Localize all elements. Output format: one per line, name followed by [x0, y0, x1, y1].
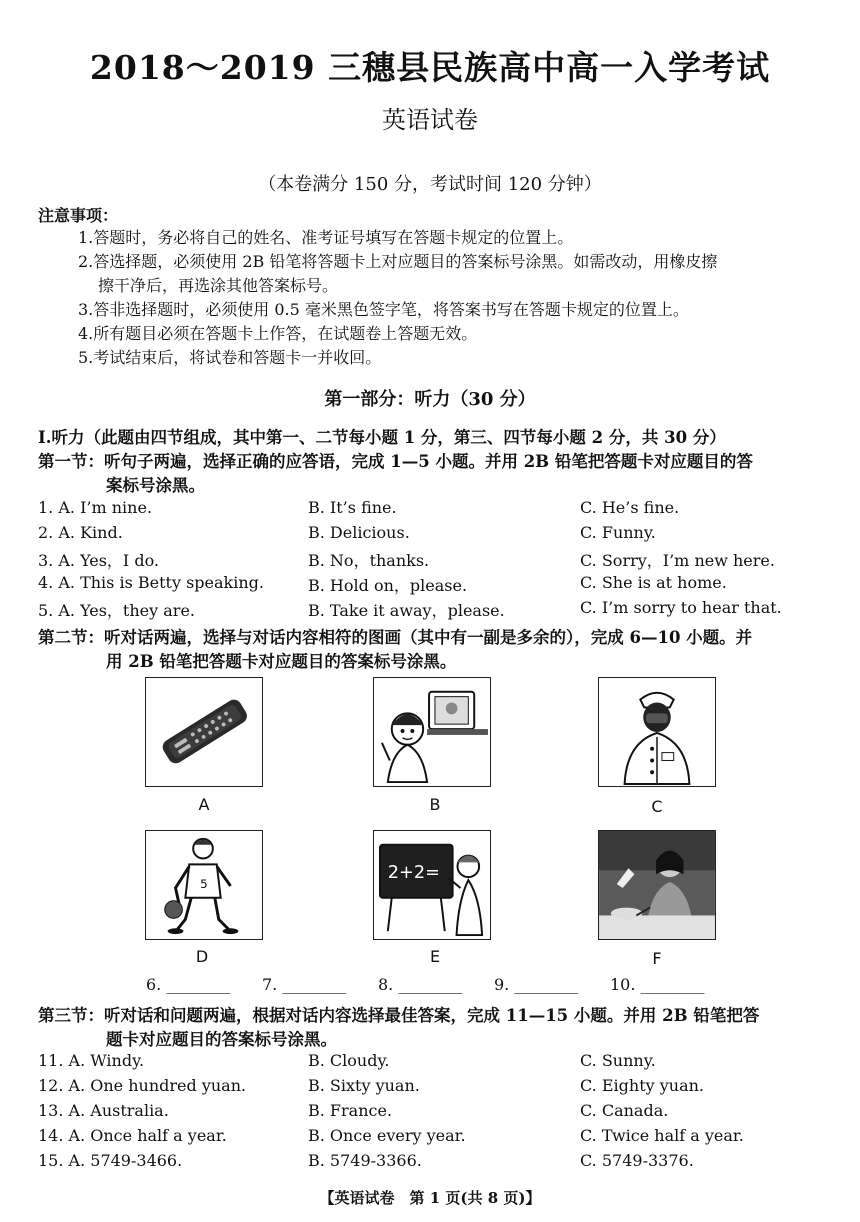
q5-option-a: 5. A. Yes，they are.	[38, 601, 196, 620]
q14-option-a: 14. A. Once half a year.	[38, 1126, 227, 1145]
svg-text:5: 5	[200, 876, 208, 891]
picture-a-remote-control	[145, 677, 263, 787]
q12-option-c: C. Eighty yuan.	[580, 1076, 705, 1095]
picture-d-basketball-player	[145, 830, 263, 940]
section-one-instruction-cont: 案标号涂黑。	[106, 476, 205, 495]
section-two-instruction-cont: 用 2B 铅笔把答题卡对应题目的答案标号涂黑。	[106, 652, 457, 671]
q3-option-b: B. No，thanks.	[308, 551, 430, 570]
section-one-instruction: 第一节：听句子两遍，选择正确的应答语，完成 1—5 小题。并用 2B 铅笔把答题卡对应题目的答	[38, 452, 753, 471]
blackboard-text: 2+2=	[387, 863, 440, 884]
exam-title: 2018～2019 三穗县民族高中高一入学考试	[89, 48, 771, 87]
picture-f-label: F	[652, 949, 662, 968]
picture-d-label: D	[195, 947, 209, 966]
q1-option-a: 1. A. I’m nine.	[38, 498, 153, 517]
q5-option-b: B. Take it away，please.	[308, 601, 505, 620]
q1-option-b: B. It’s fine.	[308, 498, 397, 517]
q11-option-c: C. Sunny.	[580, 1051, 656, 1070]
notice-item: 4.所有题目必须在答题卡上作答，在试题卷上答题无效。	[78, 324, 478, 343]
q3-option-c: C. Sorry，I’m new here.	[580, 551, 775, 570]
q2-option-b: B. Delicious.	[308, 523, 410, 542]
q3-option-a: 3. A. Yes，I do.	[38, 551, 160, 570]
q15-option-a: 15. A. 5749-3466.	[38, 1151, 183, 1170]
section-two-instruction: 第二节：听对话两遍，选择与对话内容相符的图画（其中有一副是多余的），完成 6—10 小题。并	[38, 628, 753, 647]
exam-subtitle: 英语试卷	[382, 106, 478, 134]
answer-blank-6[interactable]: 6. ________	[146, 975, 231, 994]
picture-f-woman-painting	[598, 830, 716, 940]
notice-item: 5.考试结束后，将试卷和答题卡一并收回。	[78, 348, 382, 367]
q2-option-c: C. Funny.	[580, 523, 656, 542]
picture-b-boy-watching-tv	[373, 677, 491, 787]
q11-option-a: 11. A. Windy.	[38, 1051, 145, 1070]
q4-option-b: B. Hold on，please.	[308, 576, 468, 595]
answer-blank-9[interactable]: 9. ________	[494, 975, 579, 994]
q14-option-c: C. Twice half a year.	[580, 1126, 744, 1145]
answer-blank-10[interactable]: 10. ________	[610, 975, 705, 994]
q13-option-a: 13. A. Australia.	[38, 1101, 169, 1120]
section-i-heading: Ⅰ.听力（此题由四节组成，其中第一、二节每小题 1 分，第三、四节每小题 2 分，共 30 分）	[38, 428, 726, 447]
q12-option-a: 12. A. One hundred yuan.	[38, 1076, 247, 1095]
notice-item: 3.答非选择题时，必须使用 0.5 毫米黑色签字笔，将答案书写在答题卡规定的位置上。	[78, 300, 689, 319]
section-three-instruction: 第三节：听对话和问题两遍，根据对话内容选择最佳答案，完成 11—15 小题。并用 2B 铅笔把答	[38, 1006, 760, 1025]
q12-option-b: B. Sixty yuan.	[308, 1076, 420, 1095]
picture-e-teacher-at-blackboard	[373, 830, 491, 940]
q15-option-b: B. 5749-3366.	[308, 1151, 422, 1170]
q14-option-b: B. Once every year.	[308, 1126, 466, 1145]
q2-option-a: 2. A. Kind.	[38, 523, 123, 542]
exam-info: （本卷满分 150 分，考试时间 120 分钟）	[258, 174, 602, 195]
q4-option-c: C. She is at home.	[580, 573, 727, 592]
q4-option-a: 4. A. This is Betty speaking.	[38, 573, 264, 592]
q5-option-c: C. I’m sorry to hear that.	[580, 598, 782, 617]
q11-option-b: B. Cloudy.	[308, 1051, 390, 1070]
notice-item: 2.答选择题，必须使用 2B 铅笔将答题卡上对应题目的答案标号涂黑。如需改动，用橡皮擦	[78, 252, 718, 271]
notice-item: 1.答题时，务必将自己的姓名、准考证号填写在答题卡规定的位置上。	[78, 228, 574, 247]
answer-blank-8[interactable]: 8. ________	[378, 975, 463, 994]
answer-blank-7[interactable]: 7. ________	[262, 975, 347, 994]
q13-option-b: B. France.	[308, 1101, 393, 1120]
picture-e-label: E	[429, 947, 441, 966]
q15-option-c: C. 5749-3376.	[580, 1151, 694, 1170]
q1-option-c: C. He’s fine.	[580, 498, 680, 517]
picture-a-label: A	[198, 795, 210, 814]
page-footer: 【英语试卷 第 1 页(共 8 页)】	[319, 1189, 541, 1207]
picture-b-label: B	[429, 795, 441, 814]
notice-item-continued: 擦干净后，再选涂其他答案标号。	[98, 276, 339, 295]
notice-heading: 注意事项：	[38, 206, 119, 225]
q13-option-c: C. Canada.	[580, 1101, 669, 1120]
picture-c-label: C	[651, 797, 663, 816]
picture-c-doctor	[598, 677, 716, 787]
part-one-heading: 第一部分：听力（30 分）	[324, 389, 536, 410]
section-three-instruction-cont: 题卡对应题目的答案标号涂黑。	[106, 1030, 337, 1049]
